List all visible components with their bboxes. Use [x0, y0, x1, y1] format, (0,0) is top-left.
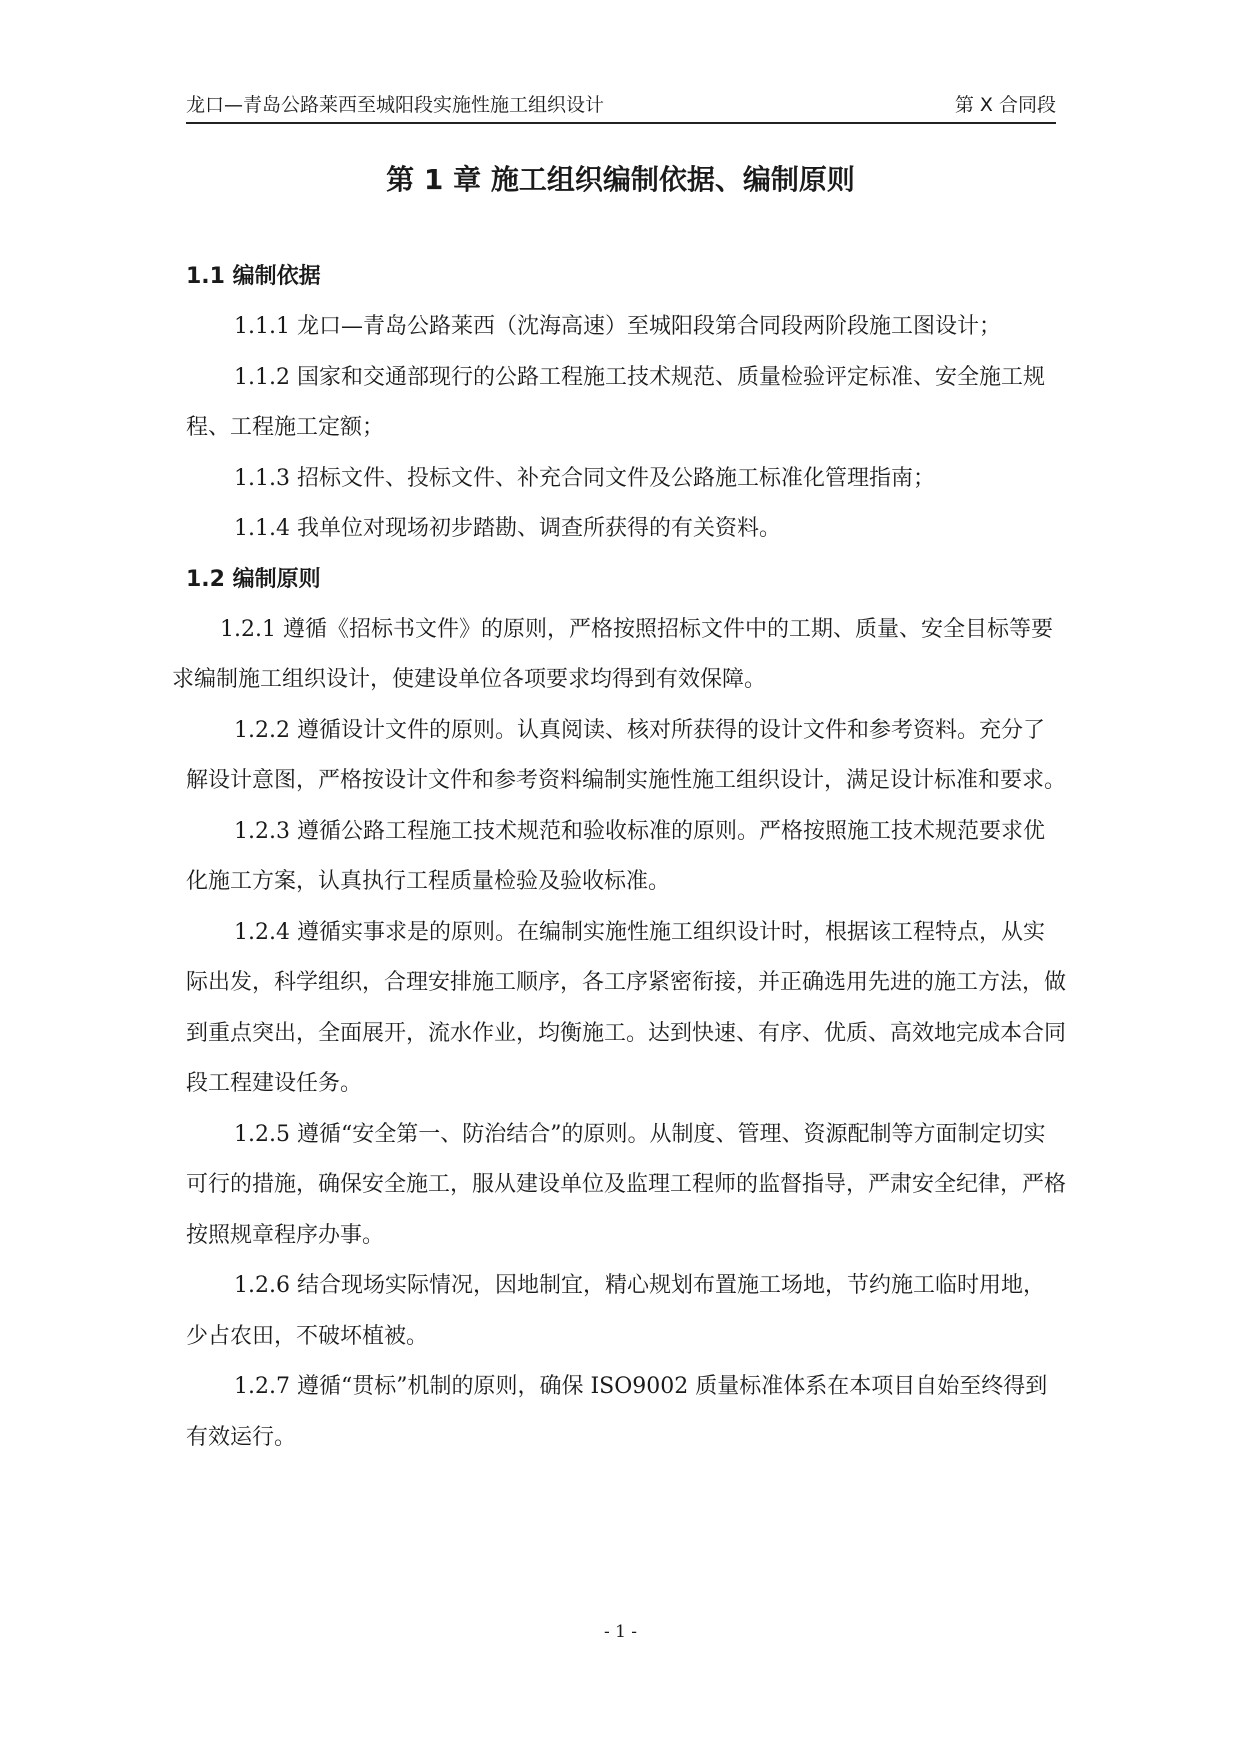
paragraph-1-2-4: 1.2.4 遵循实事求是的原则。在编制实施性施工组织设计时，根据该工程特点，从实际出发，科学组织，合理安排施工顺序，各工序紧密衔接，并正确选用先进的施工方法，做到重点突出，全面展开，流水作业，均衡施工。达到快速、有序、优质、高效地完成本合同段工程建设任务。: [186, 919, 1067, 1096]
header-document-title: 龙口—青岛公路莱西至城阳段实施性施工组织设计: [186, 94, 605, 116]
page-number: - 1 -: [603, 1622, 638, 1642]
page-header: [186, 88, 1056, 124]
paragraph-1-2-7: 1.2.7 遵循“贯标”机制的原则，确保 ISO9002 质量标准体系在本项目自始至终得到有效运行。: [186, 1374, 1048, 1450]
paragraph-1-2-1: 1.2.1 遵循《招标书文件》的原则，严格按照招标文件中的工期、质量、安全目标等要求编制施工组织设计，使建设单位各项要求均得到有效保障。: [172, 616, 1053, 692]
header-contract-section: 第 X 合同段: [954, 94, 1056, 116]
paragraph-1-2-3: 1.2.3 遵循公路工程施工技术规范和验收标准的原则。严格按照施工技术规范要求优化施工方案，认真执行工程质量检验及验收标准。: [186, 818, 1045, 894]
paragraph-1-1-1: 1.1.1 龙口—青岛公路莱西（沈海高速）至城阳段第合同段两阶段施工图设计；: [234, 314, 1001, 339]
paragraph-1-2-5: 1.2.5 遵循“安全第一、防治结合”的原则。从制度、管理、资源配制等方面制定切实可行的措施，确保安全施工，服从建设单位及监理工程师的监督指导，严肃安全纪律，严格按照规章程序办事。: [186, 1121, 1067, 1248]
document-body: [172, 252, 1067, 1463]
paragraph-1-1-3: 1.1.3 招标文件、投标文件、补充合同文件及公路施工标准化管理指南；: [234, 465, 935, 491]
section-heading-basis: 1.1 编制依据: [186, 264, 321, 289]
paragraph-1-1-2: 1.1.2 国家和交通部现行的公路工程施工技术规范、质量检验评定标准、安全施工规程、工程施工定额；: [186, 364, 1045, 440]
section-heading-principles: 1.2 编制原则: [186, 566, 321, 592]
paragraph-1-2-6: 1.2.6 结合现场实际情况，因地制宜，精心规划布置施工场地，节约施工临时用地，少占农田，不破坏植被。: [186, 1273, 1045, 1349]
paragraph-1-1-4: 1.1.4 我单位对现场初步踏勘、调查所获得的有关资料。: [234, 516, 781, 541]
paragraph-1-2-2: 1.2.2 遵循设计文件的原则。认真阅读、核对所获得的设计文件和参考资料。充分了解设计意图，严格按设计文件和参考资料编制实施性施工组织设计，满足设计标准和要求。: [186, 717, 1067, 793]
chapter-title: 第 1 章 施工组织编制依据、编制原则: [386, 163, 855, 196]
